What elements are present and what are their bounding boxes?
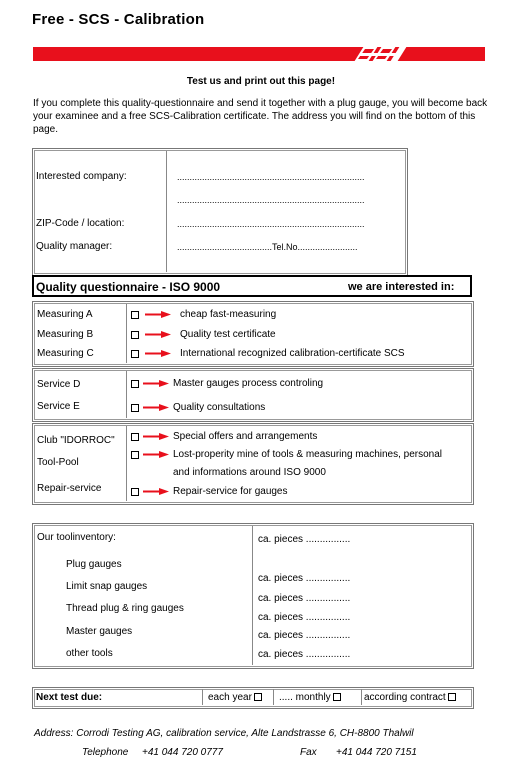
group3-item-0: Special offers and arrangements [173,431,318,442]
arrow-right-icon [143,404,169,411]
group3-item-2: and informations around ISO 9000 [173,467,326,478]
checkbox-service-e[interactable] [131,404,139,412]
brand-bar [33,47,485,61]
pieces-field[interactable]: ca. pieces ................ [258,534,351,545]
group1-text-2: International recognized calibration-certificate SCS [180,348,405,359]
tool-limit-snap-gauges: Limit snap gauges [66,581,148,592]
fax-label: Fax [300,747,317,758]
checkbox-measuring-a[interactable] [131,311,139,319]
zip-field[interactable]: ........................................................................... [177,219,365,229]
group3-label-0: Club "IDORROC" [37,435,115,446]
tool-thread-gauges: Thread plug & ring gauges [66,603,184,614]
group2-label-1: Service E [37,401,80,412]
group2-label-0: Service D [37,379,81,390]
arrow-right-icon [143,433,169,440]
pieces-field[interactable]: ca. pieces ................ [258,612,351,623]
arrow-right-icon [143,488,169,495]
telephone-label: Telephone [82,747,129,758]
company-field-2[interactable]: ........................................................................... [177,195,365,205]
group3-label-2: Repair-service [37,483,102,494]
questionnaire-group-service [32,368,474,422]
group1-text-1: Quality test certificate [180,329,276,340]
option-according-contract[interactable]: according contract [364,692,456,703]
page-title: Free - SCS - Calibration [32,11,205,28]
telephone-number: +41 044 720 0777 [142,747,223,758]
group1-label-2: Measuring C [37,348,94,359]
group1-label-0: Measuring A [37,309,93,320]
footer-address: Address: Corrodi Testing AG, calibration service, Alte Landstrasse 6, CH-8800 Thalwil [34,728,414,739]
tool-plug-gauges: Plug gauges [66,559,122,570]
intro-text: If you complete this quality-questionnaire and send it together with a plug gauge, you will become back your examinee and a free SCS-Calibration certificate. The address you will find on the bottom of this page. [33,98,488,135]
pieces-field[interactable]: ca. pieces ................ [258,573,351,584]
company-field-1[interactable]: ........................................................................... [177,172,365,182]
fax-number: +41 044 720 7151 [336,747,417,758]
option-each-year[interactable]: each year [208,692,262,703]
checkbox-special-offers[interactable] [131,433,139,441]
interest-label: we are interested in: [348,281,455,293]
tool-master-gauges: Master gauges [66,626,133,637]
group2-text-1: Quality consultations [173,402,266,413]
checkbox-repair-service[interactable] [131,488,139,496]
checkbox-each-year[interactable] [254,693,262,701]
arrow-right-icon [143,451,169,458]
next-test-label: Next test due: [36,692,103,703]
option-monthly[interactable]: ..... monthly [279,692,341,703]
questionnaire-title: Quality questionnaire - ISO 9000 [36,280,221,294]
contact-form [32,148,408,276]
group3-label-1: Tool-Pool [37,457,79,468]
checkbox-service-d[interactable] [131,380,139,388]
group3-item-1: Lost-properity mine of tools & measuring machines, personal [173,449,443,460]
brand-logo [352,44,408,64]
company-label: Interested company: [36,171,127,182]
group2-text-0: Master gauges process controling [173,378,324,389]
checkbox-tool-pool[interactable] [131,451,139,459]
manager-field[interactable]: ......................................Tel.No........................ [177,242,358,252]
checkbox-monthly[interactable] [333,693,341,701]
pieces-field[interactable]: ca. pieces ................ [258,630,351,641]
arrow-right-icon [145,311,171,318]
checkbox-according-contract[interactable] [448,693,456,701]
subtitle: Test us and print out this page! [186,76,336,87]
group1-label-1: Measuring B [37,329,94,340]
pieces-field[interactable]: ca. pieces ................ [258,649,351,660]
checkbox-measuring-c[interactable] [131,350,139,358]
inventory-heading: Our toolinventory: [37,532,116,543]
arrow-right-icon [145,331,171,338]
group1-text-0: cheap fast-measuring [180,309,277,320]
arrow-right-icon [145,350,171,357]
checkbox-measuring-b[interactable] [131,331,139,339]
manager-label: Quality manager: [36,241,113,252]
zip-label: ZIP-Code / location: [36,218,125,229]
group3-item-3: Repair-service for gauges [173,486,288,497]
arrow-right-icon [143,380,169,387]
pieces-field[interactable]: ca. pieces ................ [258,593,351,604]
tool-other-tools: other tools [66,648,113,659]
